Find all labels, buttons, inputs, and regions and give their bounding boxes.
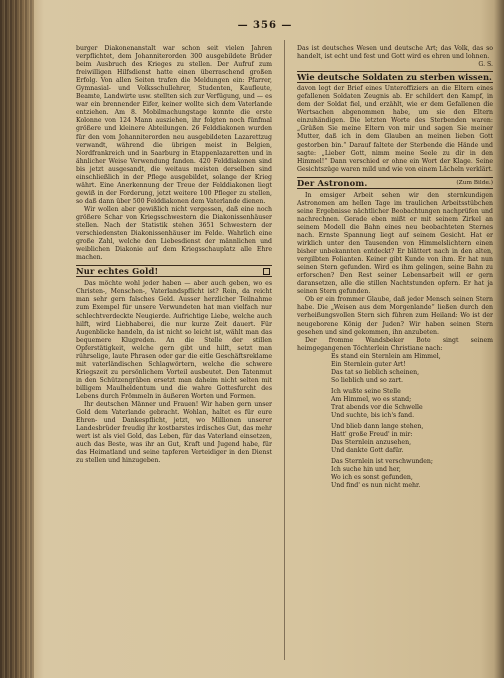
poem-line: Und blieb dann lange stehen, [331,423,424,431]
astronom-paragraph-1: In emsiger Arbeit sehen wir den sternkundigen Astronomen am hellen Tage im traulichen Arbeitsstübchen seine Ergebnisse nächtlicher Beobachtungen nachprüfen und nachrechnen. Gerade eben mißt er mit seinem Zirkel an seinem Modell die Bahn eines neu beobachteten Sternes nach. Ernste Spannung liegt auf seinem Gesicht. Hat er wirklich unter den Tausenden von Himmelslichtern einen bisher unbekannten entdeckt? Er blättert nach in den alten, vergilbten Folianten. Keiner gibt Kunde von ihm. Er hat nun seinen Stern gefunden. Wird es ihm gelingen, seine Bahn zu erforschen? Den Rest seiner Lebensarbeit will er gern daransetzen, alle die stillen Nachtstunden opfern. Er hat ja seinen Stern gefunden. [297,191,493,296]
right-lead-paragraph: Das ist deutsches Wesen und deutsche Art; das Volk, das so handelt, ist echt und fest und Gott wird es ehren und lohnen. [297,45,493,61]
poem-line: Wo ich es sonst gefunden, [331,474,413,482]
gold-paragraph-1: Das möchte wohl jeder haben — aber auch geben, wo es Christen-, Menschen-, Vaterlandspflicht ist? Rein, da reicht man sehr gern falsches Geld. Ausser herzlicher Teilnahme zum Exempel für unsere Verwundeten hat man vielfach nur schlechtverdeckte Neugierde. Aufrichtige Liebe, welche auch hilft, wird Liebhaberei, die nur kurze Zeit dauert. Für Augenblicke handeln, da ist nicht so leicht ist, wählt man das bequemere Klugreden. An die Stelle der stillen Opferstätigkeit, welche gern gibt und hilft, setzt man rührselige, laute Phrasen oder gar die eitle Geschäftsreklame mit vaterländischen Schlagwörtern, welche die schwere Kriegszeit zu persönlichem Vorteil ausbeutet. Den Tatenmut in den Schützengräben ersetzt man daheim nicht selten mit billigem Maulheldentum und die wahre Gottesfurcht des Lebens durch Frömmeln in äußeren Worten und Formen. [76,280,272,400]
poem-line: Es stand ein Sternlein am Himmel, [331,352,441,360]
astronom-paragraph-3: Der fromme Wandsbeker Bote singt seinem heimgegangenen Töchterlein Christiane nach: [297,336,493,352]
poem-line: Und suchte, bis ich's fand. [331,412,415,420]
document-page [34,0,496,678]
poem-line: Hatt' große Freud' in mir: [331,431,413,439]
section-note-astronom: (Zum Bilde.) [456,179,493,186]
poem-line: Am Himmel, wo es stand; [331,395,412,403]
poem-line: Ich wußte seine Stelle [331,387,401,395]
poem-line: Und find' es nun nicht mehr. [331,482,421,490]
left-column [76,45,272,465]
astronom-paragraph-2: Ob er ein frommer Glaube, daß jeder Mensch seinen Stern habe. Die „Weisen aus dem Morgenlande“ ließen durch den verheißungsvollen Stern sich führen zum Heiland: Wo ist der neugeborene König der Juden? Wir haben seinen Stern gesehen und sind gekommen, ihn anzubeten. [297,296,493,336]
lead-signature: G. S. [478,61,493,69]
poem-line: Ich suche hin und her, [331,466,401,474]
poem-line: So lieblich und so zart. [331,376,404,384]
page-number: — 356 — [237,20,293,31]
section-title-soldiers: Wie deutsche Soldaten zu sterben wissen. [297,72,492,83]
ornament-square-icon [263,268,270,275]
right-column [297,45,493,490]
poem-line: Das Sternlein anzusehen, [331,439,412,447]
section-header-gold [76,265,272,277]
book-binding-edge [0,0,34,678]
column-divider [284,40,285,660]
poem-line: Und dankte Gott dafür. [331,447,404,455]
section-header-astronom [297,177,493,189]
gold-paragraph-2: Ihr deutschen Männer und Frauen! Wir haben gern unser Gold dem Vaterlande gebracht. Wohlan, haltet es für eure Ehren- und Dankespflicht, jetzt, wo Millionen unserer Landesbrüder freudig ihr kostbarstes irdisches Gut, das mehr wert ist als viel Gold, das Leben, für das Vaterland einsetzen, auch das Beste, was ihr an Gut, Kraft und Jugend habe, für das Heimatland und seine tapferen Verteidiger in den Dienst zu stellen und hinzugeben. [76,401,272,465]
section-title-gold: Nur echtes Gold! [76,266,159,277]
poem-line: Das tat so lieblich scheinen, [331,368,420,376]
poem-line: Das Sternlein ist verschwunden; [331,458,434,466]
poem-line: Trat abends vor die Schwelle [331,403,423,411]
poem [297,353,493,491]
left-paragraph-1: burger Diakonenanstalt war schon seit vielen Jahren verpflichtet, dem Johanniterorden 300 ausgebildete Brüder beim Ausbruch des Krieges zu stellen. Der Aufruf zum freiwilligen Hilfsdienst hatte einen überraschend großen Erfolg. Von allen Seiten trafen die Meldungen ein: Pfarrer, Gymnasial- und Volksschullehrer, Studenten, Kaufleute, Beamte, Landwirte usw. stellten sich zur Verfügung, und — es war ein brennender Eifer, keiner wollte sich dem Vaterlande entziehen. Am 8. Mobilmachungstage konnte die erste Kolonne von 124 Mann ausziehen, ihr folgten noch fünfmal größere und kleinere Abteilungen. 26 Felddiakonen wurden für den vom Johanniterorden neu ausgebildeten Lazarettzug verwandt, während die übrigen meist in Belgien, Nordfrankreich und in Saarburg in Etappenlazaretten und in ähnlicher Weise Verwendung fanden. 420 Felddiakonen sind bis jetzt ausgesandt, die weitaus meisten derselben sind einschließlich in der Pflege ausgebildet, solange der Krieg währt. Eine Anerkennung der Treue der Felddiakonen liegt gewiß in der Forderung, jetzt weitere 100 Pfleger zu stellen, so daß dann über 500 Felddiakonen dem Vaterlande dienen. [76,45,272,205]
section-title-astronom: Der Astronom. [297,177,368,188]
soldiers-paragraph: davon legt der Brief eines Unteroffiziers an die Eltern eines gefallenen Soldaten Zeugnis ab. Er schildert den Kampf, in dem der Soldat fiel, und erzählt, wie er dem Gefallenen die Wertsachen abgenommen habe, um sie den Eltern einzuhändigen. Die letzten Worte des Sterbenden waren: „Grüßen Sie meine Eltern von mir und sagen Sie meiner Mutter, daß ich in dem Glauben an meinen lieben Gott gestorben bin.“ Darauf faltete der Sterbende die Hände und sagte: „Lieber Gott, nimm meine Seele zu dir in den Himmel!“ Dann verschied er ohne ein Wort der Klage. Seine Gesichtszüge waren mild und wie von einem Lächeln verklärt. [297,85,493,173]
poem-line: Ein Sternlein guter Art! [331,360,406,368]
left-paragraph-2: Wir wollen aber gewißlich nicht vergessen, daß eine noch größere Schar von Kriegsschwestern die Diakonissenhäuser stellen. Nach der Statistik stehen 3651 Schwestern der verschiedensten Diakonissenhäuser im Felde. Wahrlich eine große Zahl, welche den Liebesdienst der männlichen und weiblichen Diakonie auf dem Kriegsschauplatz alle Ehre machen. [76,205,272,262]
